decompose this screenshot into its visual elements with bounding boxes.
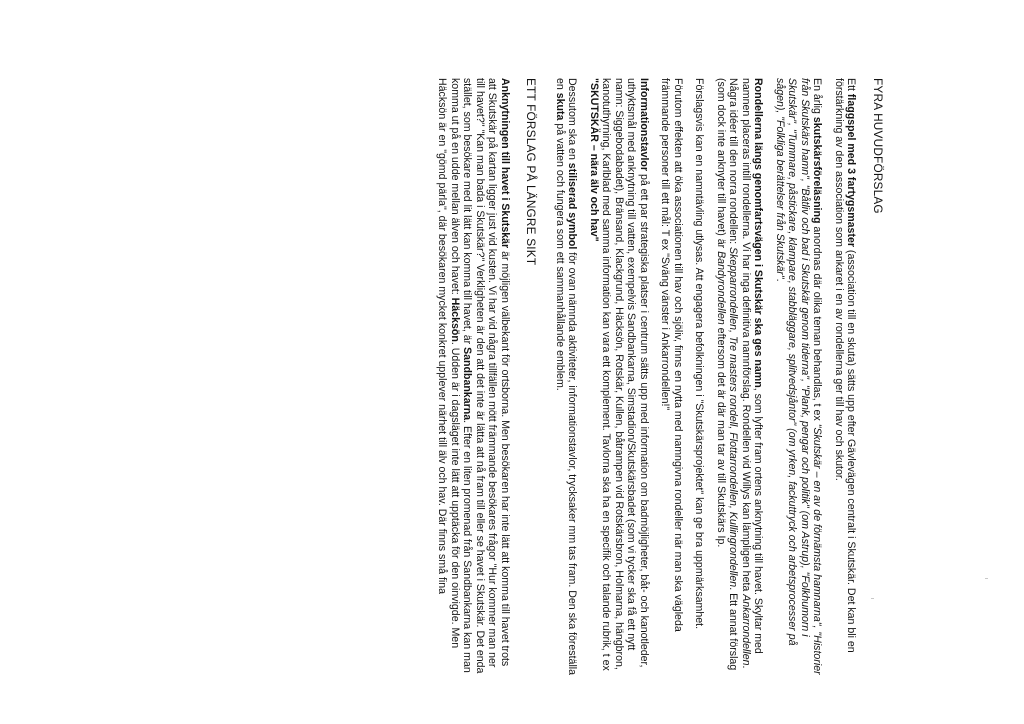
paragraph-nytta: Förutom effekten att öka associationen till hav och sjöliv, finns en nytta med namngivna rondeller när man ska vägleda främmande personer till ett mål: T ex "Sväng vänster i Ankarrondellen!" (659, 78, 684, 632)
paragraph-namntavling: Förslagsvis kan en namntävling utlysas. Att engagera befolkningen i "Skutskärsprojektet" kan ge bra uppmärksamhet. (693, 78, 706, 630)
scan-mark (985, 578, 988, 579)
paragraph-flaggspel: Ett flaggspel med 3 fartygsmaster (association till en skuta) sätts upp efter Gävlevägen centralt i Skutskär. Det kan bli en förstärkning av den association som ankaret i en av rondellerna ger till hav och skutor. (833, 78, 858, 653)
paragraph-rondeller: Rondellerna längs genomfartsvägen i Skutskär ska ges namn, som lyfter fram ortens anknytning till havet. Skyltar med namnen placeras intill rondellerna. Vi har inga definitiva namnförslag. Rondellen vid Willys kan lämpligen heta Ankarrondellen. Några idéer till den norra rondellen: Skepparrondellen, Tre masters rondell, Flottarrondellen, Kullingrondellen. Ett annat förslag (som dock inte anknyter till havet) är Bandyrondellen eftersom det är där man tar av till Skutskärs Ip. (715, 78, 765, 671)
document-body (427, 78, 884, 676)
paragraph-anknytning: Anknytningen till havet i Skutskär är möjligen välbekant för ortsborna. Men besökaren har inte lätt att komma till havet trots att Skutskär på kartan ligger just vid kusten. Vi har vid några tillfällen mött främmande besökares frågor "Hur kommer man ner till havet?" "Kan man bada i Skutskär?" Verkligheten är den att det inte är lätta att nå fram till eller se havet i Skutskär. Det enda stället, som besökare med lit lätt kan komma till havet, är Sandbankarna. Efter en liten promenad från Sandbankarna kan man komma ut på en udde mellan älven och havet: Häcksön. Udden är i dagsläget inte lätt att upptäcka för den oinvigde. Men Häcksön är en "gömd pärla", där besökaren mycket konkret upplever närhet till älv och hav. Där finns små fina (436, 78, 511, 674)
paragraph-symbol: Dessutom ska en stiliserad symbol för ovan nämnda aktiviteter, informationstavlor, trycksaker mm tas fram. Den ska föreställa en skuta på vatten och fungera som ett sammanhållande emblem. (554, 78, 579, 676)
section-heading-main: FYRA HUVUDFÖRSLAG (871, 78, 885, 214)
section-heading-long-term: ETT FÖRSLAG PÅ LÄNGRE SIKT (524, 78, 539, 266)
paragraph-forelasning: En årlig skutskärsföreläsning anordnas där olika teman behandlas, t ex "Skutskär – en av de förnämsta hamnarna", "Historier från Skutskärs hamn", "Båtliv och bad i Skutskär genom tiderna", "Plank, pengar och politik" (om Astrup), "Folkhumorn i Skutskär", "Tummare, påstickare, klampare, stabbläggare, splitvedsjåntor" (om yrken, fackuttryck och arbetsprocesser på sågen), "Folkliga berättelser från Skutskär". (774, 78, 824, 675)
paragraph-informationstavlor: Informationstavlor på ett par strategiska platser i centrum sätts upp med information om badmöjligheter, båt- och kanotleder, uthyktsmål med anknytning till vatten, exempelvis Sandbankarna, Simstadion/Skutskärsbadet (som vi tycker ska få ett nytt namn: Siggebodabadet), Bränsand, Klackgrund, Häcksön, Rotskär, Kullen, båtrampen vid Rotskärsbron, Holmarna, hängbron, kanotuthyrning, Karlblad med samma information kan vara ett komplement. Tavlorna ska ha en specifik och talande rubrik, t ex "SKUTSKÄR – nära älv och hav" (588, 78, 650, 671)
